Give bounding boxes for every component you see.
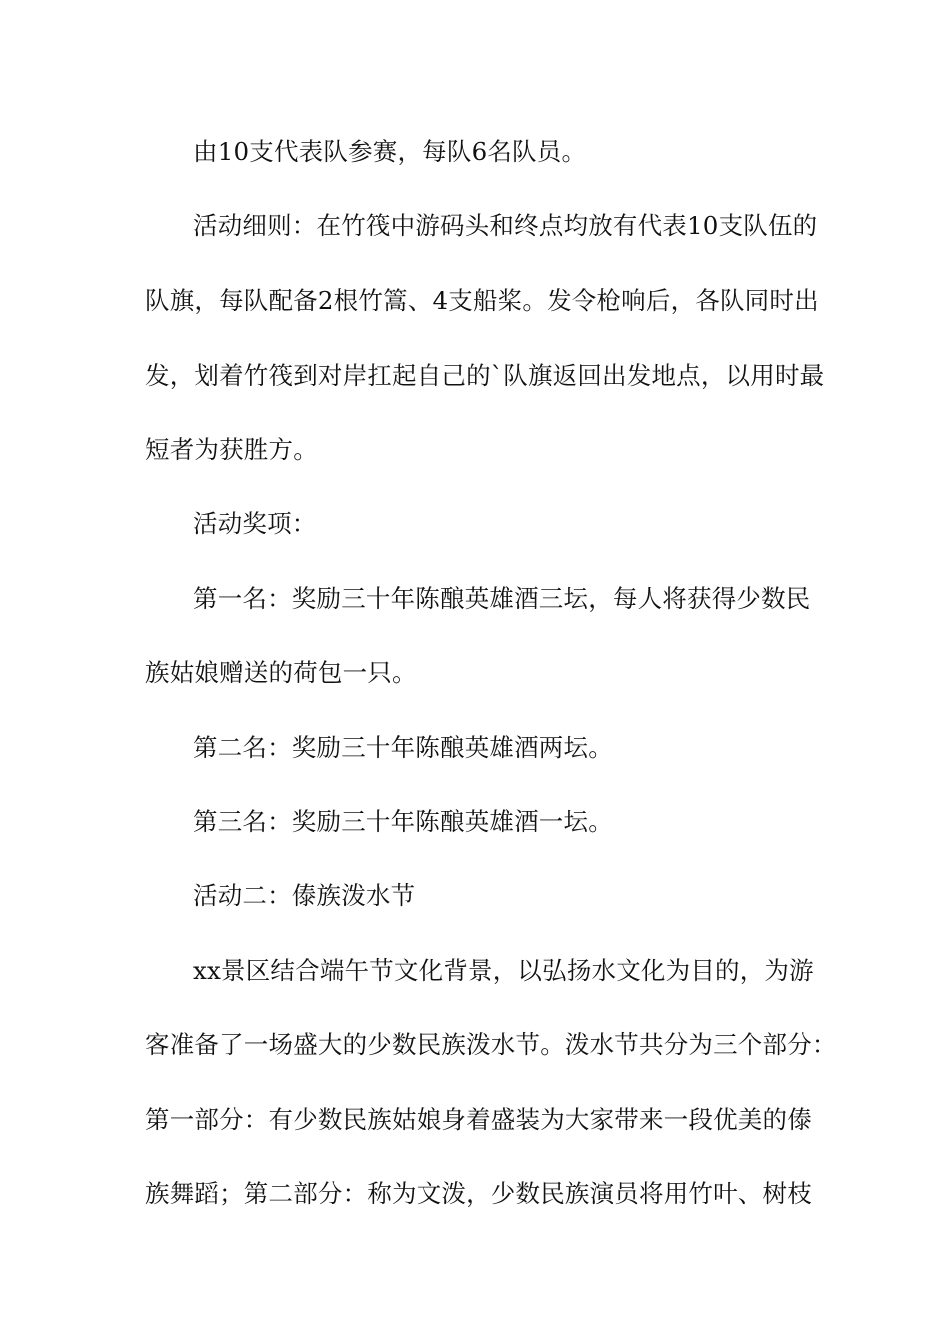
paragraph-line: 由10支代表队参赛，每队6名队员。 [193, 137, 587, 166]
paragraph-line: 第三名：奖励三十年陈酿英雄酒一坛。 [193, 807, 613, 836]
paragraph-line: 活动细则：在竹筏中游码头和终点均放有代表10支队伍的 [193, 211, 818, 240]
paragraph-line: 短者为获胜方。 [145, 435, 318, 464]
section-heading: 活动二：傣族泼水节 [193, 881, 416, 910]
paragraph-line: 第二名：奖励三十年陈酿英雄酒两坛。 [193, 733, 613, 762]
paragraph-line: 客准备了一场盛大的少数民族泼水节。泼水节共分为三个部分： [145, 1030, 837, 1059]
paragraph-line: 发，划着竹筏到对岸扛起自己的`队旗返回出发地点，以用时最 [145, 361, 825, 390]
paragraph-line: 队旗，每队配备2根竹篙、4支船桨。发令枪响后，各队同时出 [145, 286, 819, 315]
paragraph-line: 族舞蹈；第二部分：称为文泼，少数民族演员将用竹叶、树枝 [145, 1179, 812, 1208]
paragraph-line: 第一部分：有少数民族姑娘身着盛装为大家带来一段优美的傣 [145, 1105, 812, 1134]
paragraph-line: 族姑娘赠送的荷包一只。 [145, 658, 417, 687]
paragraph-line: xx景区结合端午节文化背景，以弘扬水文化为目的，为游 [193, 956, 814, 985]
section-heading: 活动奖项： [193, 509, 317, 538]
paragraph-line: 第一名：奖励三十年陈酿英雄酒三坛，每人将获得少数民 [193, 584, 811, 613]
